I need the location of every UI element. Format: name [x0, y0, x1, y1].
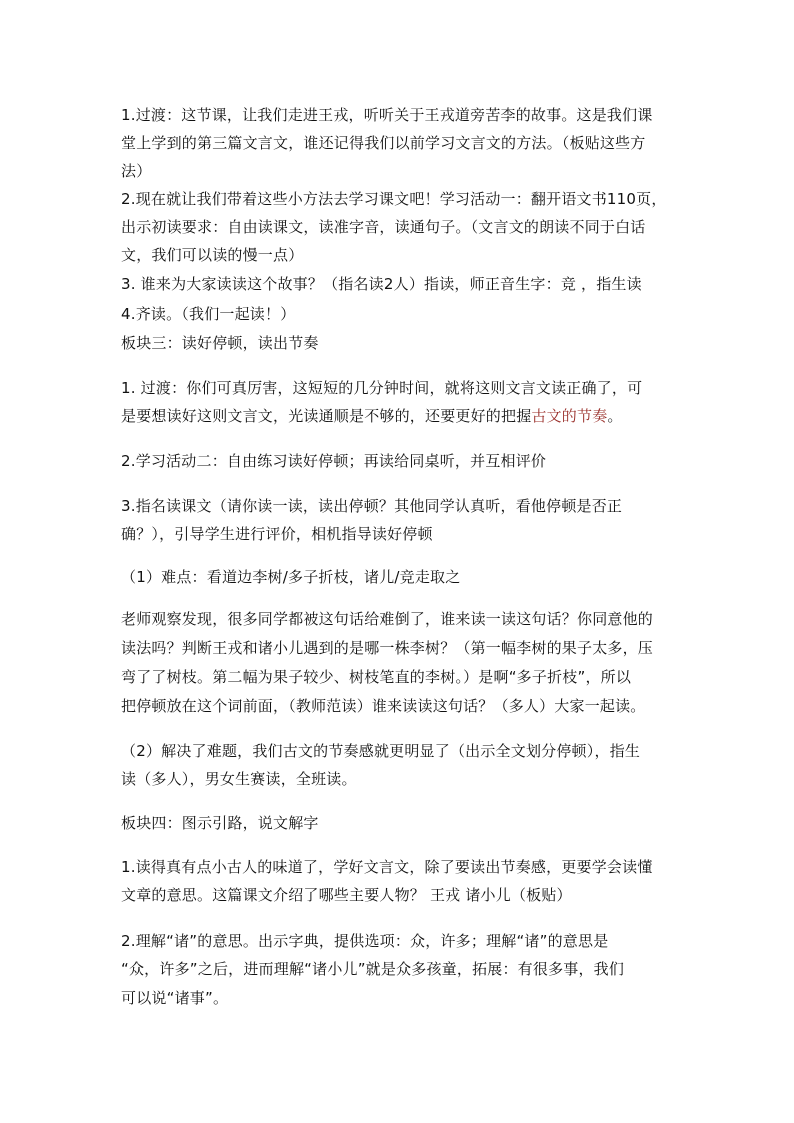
text-line: 文，我们可以读的慢一点） — [121, 246, 304, 264]
text-line: 文章的意思。这篇课文介绍了哪些主要人物？ 王戎 诸小儿（板贴） — [121, 886, 572, 904]
text-line: （1）难点：看道边李树/多子折枝，诸儿/竞走取之 — [121, 568, 461, 586]
text-line: 2.现在就让我们带着这些小方法去学习课文吧！学习活动一：翻开语文书110页， — [121, 190, 667, 208]
text-segment: 。 — [607, 407, 623, 425]
section-heading: 板块三：读好停顿，读出节奏 — [121, 334, 319, 352]
text-line: （2）解决了难题，我们古文的节奏感就更明显了（出示全文划分停顿），指生 — [121, 742, 641, 760]
text-line: 老师观察发现，很多同学都被这句话给难倒了，谁来读一读这句话？你同意他的 — [121, 610, 654, 628]
text-line: 3.指名读课文（请你读一读，读出停顿？其他同学认真听，看他停顿是否正 — [121, 497, 623, 515]
section-heading: 板块四：图示引路，说文解字 — [121, 814, 319, 832]
text-segment: 是要想读好这则文言文，光读通顺是不够的，还要更好的把握 — [121, 407, 532, 425]
text-line: 3. 谁来为大家读读这个故事？（指名读2人）指读，师正音生字：竞 ，指生读 — [121, 275, 642, 293]
text-line: 1.读得真有点小古人的味道了，学好文言文，除了要读出节奏感，更要学会读懂 — [121, 858, 653, 876]
text-line: 法） — [121, 162, 152, 180]
text-line: “众，许多”之后，进而理解“诸小儿”就是众多孩童，拓展：有很多事，我们 — [121, 960, 625, 978]
text-line — [121, 405, 681, 427]
text-line: 确？），引导学生进行评价，相机指导读好停顿 — [121, 525, 433, 543]
text-line: 4.齐读。（我们一起读！） — [121, 305, 296, 323]
text-line: 把停顿放在这个词前面，（教师范读）谁来读读这句话？（多人）大家一起读。 — [121, 697, 646, 715]
text-line: 读（多人），男女生赛读，全班读。 — [121, 770, 357, 788]
text-line: 弯了了树枝。第二幅为果子较少、树枝笔直的李树。）是啊“多子折枝”，所以 — [121, 668, 632, 686]
text-line: 1. 过渡：你们可真厉害，这短短的几分钟时间，就将这则文言文读正确了，可 — [121, 379, 643, 397]
text-line: 2.理解“诸”的意思。出示字典，提供选项：众，许多；理解“诸”的意思是 — [121, 932, 609, 950]
text-line: 读法吗？判断王戎和诸小儿遇到的是哪一株李树？（第一幅李树的果子太多，压 — [121, 639, 654, 657]
text-line: 2.学习活动二：自由练习读好停顿；再读给同桌听，并互相评价 — [121, 452, 547, 470]
text-line: 可以说“诸事”。 — [121, 989, 229, 1007]
text-line: 堂上学到的第三篇文言文，谁还记得我们以前学习文言文的方法。（板贴这些方 — [121, 134, 646, 152]
highlighted-text: 古文的节奏 — [531, 407, 608, 425]
text-line: 出示初读要求：自由读课文，读准字音，读通句子。（文言文的朗读不同于白话 — [121, 218, 646, 236]
text-line: 1.过渡：这节课，让我们走进王戎，听听关于王戎道旁苦李的故事。这是我们课 — [121, 106, 653, 124]
